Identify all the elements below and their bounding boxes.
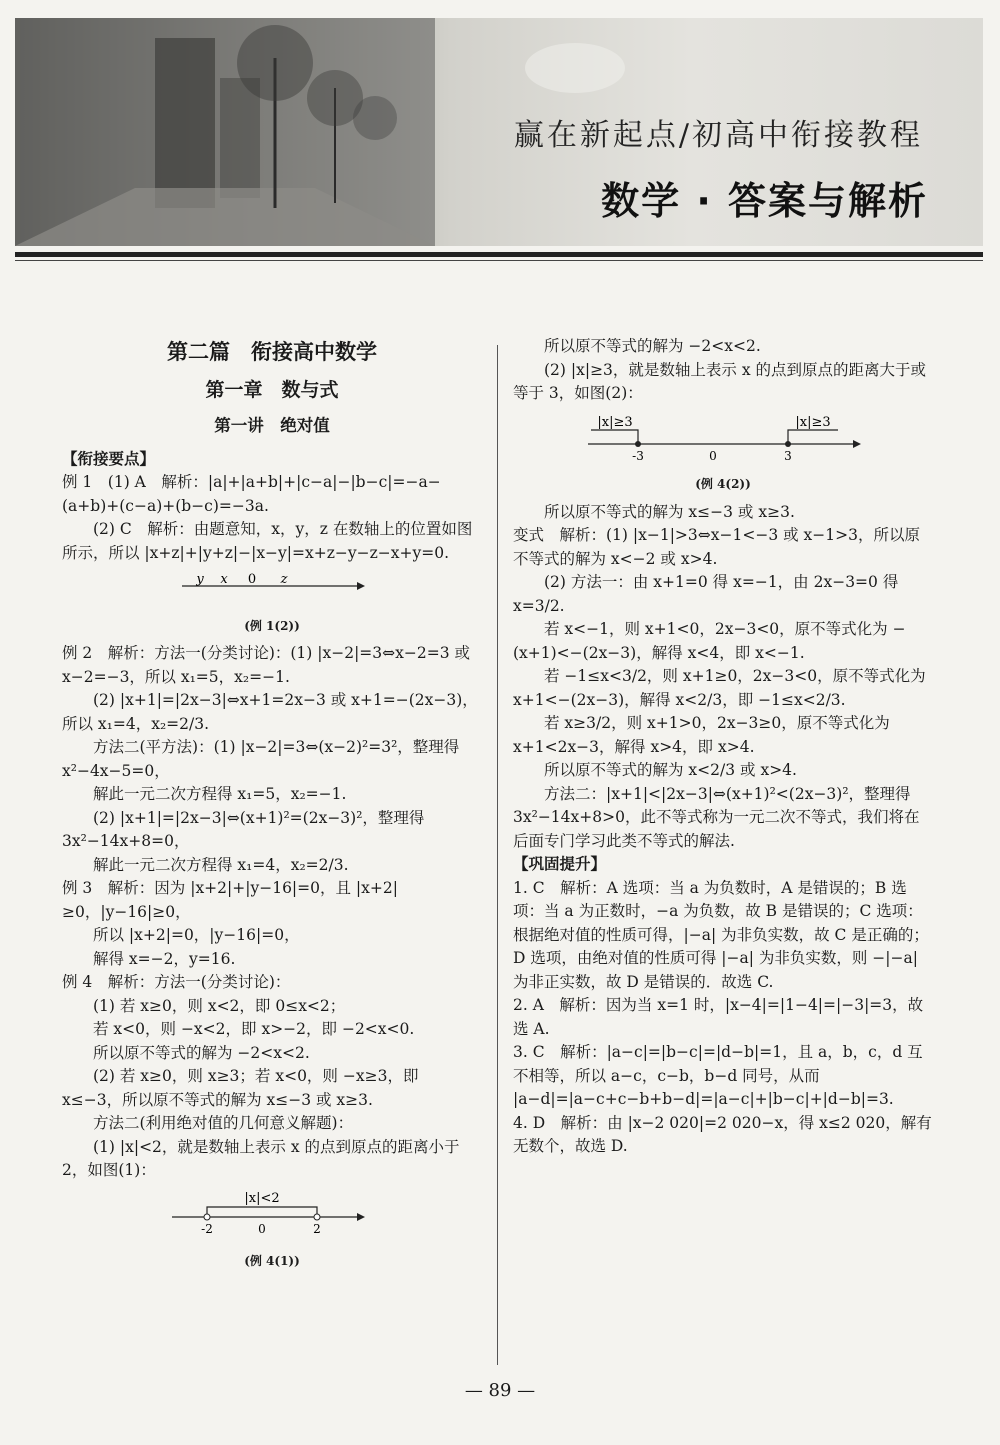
paragraph: (1) |x|<2，就是数轴上表示 x 的点到原点的距离小于 2，如图(1)： [62, 1137, 460, 1179]
page-number: — 89 — [464, 1380, 536, 1401]
paragraph: 解得 x=−2，y=16. [93, 949, 236, 968]
number-line-f3 [62, 1187, 482, 1239]
tick-label: 0 [709, 448, 717, 462]
paragraph: (1) 若 x≥0，则 x<2，即 0≤x<2； [93, 996, 346, 1015]
open-point-right [314, 1214, 320, 1220]
column-divider [497, 345, 498, 1365]
range-bracket [207, 1207, 317, 1217]
paragraph: 方法二(平方法)：(1) |x−2|=3⇔(x−2)²=3²，整理得 x²−4x−5=0， [62, 738, 460, 780]
right-column [513, 335, 933, 1159]
point-label: 0 [247, 572, 257, 587]
point-label: y [196, 572, 204, 587]
paragraph: 例 1 (1) A 解析：|a|+|a+b|+|c−a|−|b−c|=−a−(a+b)+(c−a)+(b−c)=−3a. [62, 473, 441, 515]
figure-caption: (例 4(1)) [244, 1254, 300, 1268]
paragraph: (2) C 解析：由题意知，x，y，z 在数轴上的位置如图所示，所以 |x+z|+|y+z|−|x−y|=x+z−y−z−x+y=0. [62, 520, 473, 562]
figure-f3 [62, 1187, 482, 1247]
tick-label: -2 [201, 1221, 213, 1236]
paragraph: 例 3 解析：因为 |x+2|+|y−16|=0，且 |x+2|≥0，|y−16|≥0， [62, 879, 398, 921]
tick-label: -3 [632, 448, 644, 462]
paragraph: 方法二：|x+1|<|2x−3|⇔(x+1)²<(2x−3)²，整理得 3x²−14x+8>0，此不等式称为一元二次不等式，我们将在后面专门学习此类不等式的解法. [513, 784, 920, 850]
paragraph: 变式 解析：(1) |x−1|>3⇔x−1<−3 或 x−1>3，所以原不等式的解为 x<−2 或 x>4. [513, 526, 920, 568]
paragraph: 解此一元二次方程得 x₁=5，x₂=−1. [93, 785, 347, 803]
section-heading: 【衔接要点】 [62, 449, 156, 468]
tick-label: 0 [258, 1221, 266, 1236]
paragraph: 4. D 解析：由 |x−2 020|=2 020−x，得 x≤2 020，解有无数个，故选 D. [513, 1113, 932, 1155]
header-rule-thin [15, 260, 983, 261]
section-heading: 【巩固提升】 [513, 855, 607, 873]
range-label: |x|≥3 [597, 414, 633, 430]
paragraph: 若 x<−1，则 x+1<0，2x−3<0，原不等式化为 −(x+1)<−(2x−3)，解得 x<4，即 x<−1. [513, 620, 906, 662]
paragraph: (2) |x+1|=|2x−3|⇔x+1=2x−3 或 x+1=−(2x−3)，所以 x₁=4，x₂=2/3. [62, 691, 478, 733]
range-bracket-right [788, 430, 838, 444]
lecture-heading: 第一讲 绝对值 [214, 416, 330, 435]
left-column [62, 335, 482, 1278]
range-bracket-left [591, 430, 638, 444]
closed-point-right [785, 441, 791, 447]
chapter-heading: 第一章 数与式 [205, 378, 339, 401]
figure-f2 [513, 410, 933, 470]
axis-arrow [357, 582, 365, 590]
paragraph: 3. C 解析：|a−c|=|b−c|=|d−b|=1，且 a，b，c，d 互不相等，所以 a−c，c−b，b−d 同号，从而 |a−d|=|a−c+c−b+b−d|=|a−c|+|b−c|+|d−b|=3. [513, 1043, 923, 1108]
open-point-left [204, 1214, 210, 1220]
paragraph: 所以原不等式的解为 x<2/3 或 x>4. [544, 761, 797, 779]
paragraph: 所以 |x+2|=0，|y−16|=0， [93, 926, 300, 944]
point-label: z [280, 572, 288, 587]
axis-arrow [853, 440, 861, 448]
header-rule [15, 252, 983, 257]
tick-label: 2 [313, 1221, 321, 1236]
figure-caption: (例 1(2)) [244, 618, 300, 633]
paragraph: 例 4 解析：方法一(分类讨论)： [62, 973, 291, 991]
paragraph: 若 x<0，则 −x<2，即 x>−2，即 −2<x<0. [93, 1020, 415, 1038]
series-title: 赢在新起点/初高中衔接教程 [513, 118, 923, 153]
book-title: 数学 · 答案与解析 [601, 179, 928, 223]
paragraph: 若 x≥3/2，则 x+1>0，2x−3≥0，原不等式化为 x+1<2x−3，解得 x>4，即 x>4. [513, 714, 890, 756]
number-line-f2 [513, 410, 933, 462]
figure-caption: (例 4(2)) [695, 477, 751, 491]
tick-label: 3 [784, 448, 792, 462]
paragraph: 解此一元二次方程得 x₁=4，x₂=2/3. [93, 855, 349, 874]
paragraph: 所以原不等式的解为 x≤−3 或 x≥3. [544, 502, 795, 521]
header-banner [15, 18, 983, 246]
left-body [62, 448, 482, 1274]
paragraph: (2) 若 x≥0，则 x≥3；若 x<0，则 −x≥3，即 x≤−3，所以原不等式的解为 x≤−3 或 x≥3. [62, 1067, 419, 1109]
paragraph: 若 −1≤x<3/2，则 x+1≥0，2x−3<0，原不等式化为 x+1<−(2x−3)，解得 x<2/3，即 −1≤x<2/3. [513, 667, 926, 709]
paragraph: (2) |x+1|=|2x−3|⇔(x+1)²=(2x−3)²，整理得 3x²−14x+8=0， [62, 808, 425, 850]
range-label: |x|<2 [244, 1190, 280, 1206]
part-heading: 第二篇 衔接高中数学 [167, 340, 377, 364]
figure-f1 [62, 569, 482, 611]
right-body [513, 335, 933, 1159]
number-line-f1 [62, 569, 482, 603]
closed-point-left [635, 441, 641, 447]
paragraph: 所以原不等式的解为 −2<x<2. [544, 337, 761, 355]
paragraph: 方法二(利用绝对值的几何意义解题)： [93, 1114, 354, 1132]
paragraph: (2) |x|≥3，就是数轴上表示 x 的点到原点的距离大于或等于 3，如图(2)： [513, 360, 927, 402]
paragraph: 所以原不等式的解为 −2<x<2. [93, 1043, 310, 1062]
range-label: |x|≥3 [795, 414, 831, 430]
axis-arrow [357, 1213, 365, 1221]
paragraph: 1. C 解析：A 选项：当 a 为负数时，A 是错误的；B 选项：当 a 为正数时，−a 为负数，故 B 是错误的；C 选项：根据绝对值的性质可得，|−a| 为非负实数，故 C 是正确的；D 选项，由绝对值的性质可得 |−a| 为非负实数，则 −|−a| 为非正实数，故 D 是错误的．故选 C. [513, 878, 929, 991]
paragraph: (2) 方法一：由 x+1=0 得 x=−1，由 2x−3=0 得 x=3/2. [513, 573, 899, 615]
point-label: x [220, 572, 228, 587]
paragraph: 例 2 解析：方法一(分类讨论)：(1) |x−2|=3⇔x−2=3 或 x−2=−3，所以 x₁=5，x₂=−1. [62, 644, 471, 686]
paragraph: 2. A 解析：因为当 x=1 时，|x−4|=|1−4|=|−3|=3，故选 A. [513, 996, 924, 1038]
